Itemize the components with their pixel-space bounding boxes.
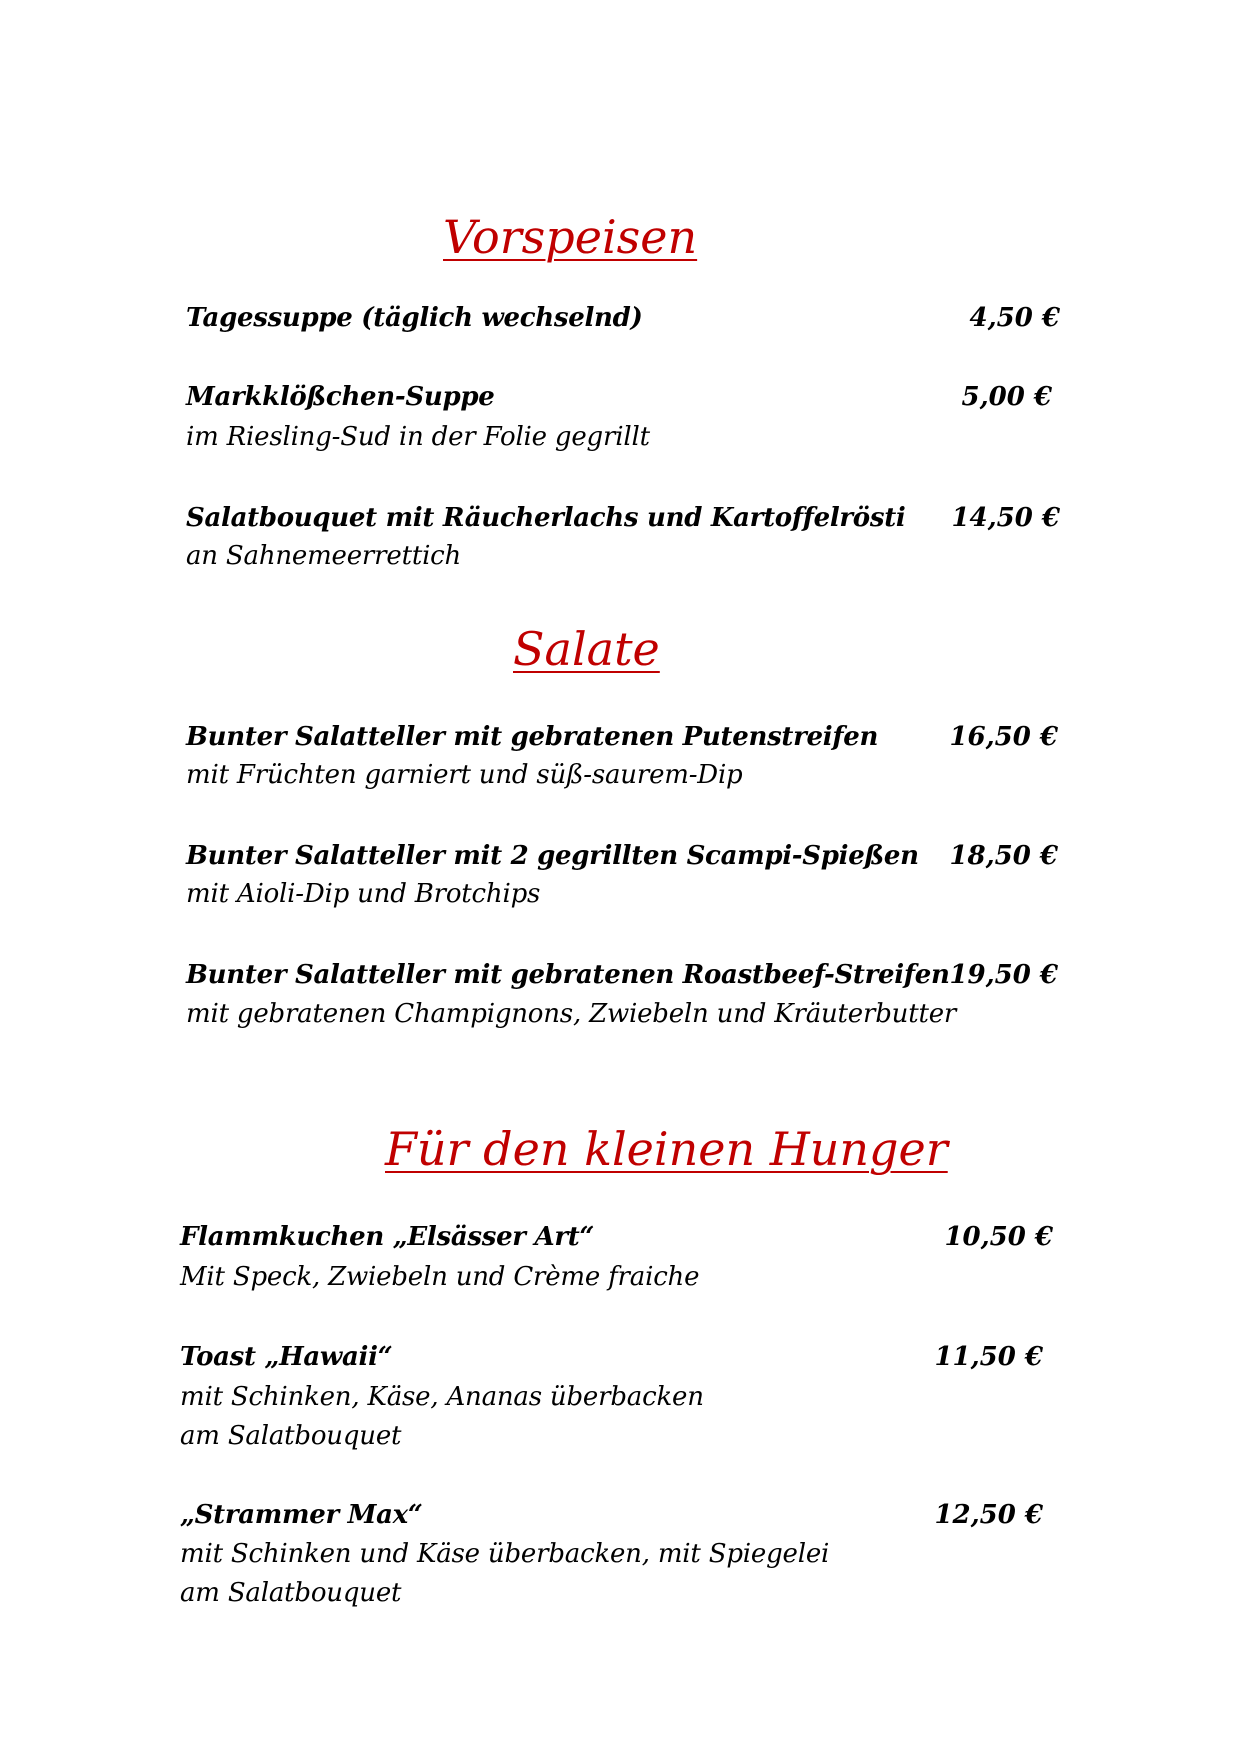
menu-item-description: Mit Speck, Zwiebeln und Crème fraiche	[180, 1262, 700, 1292]
menu-item-description: mit gebratenen Champignons, Zwiebeln und Kräuterbutter	[186, 999, 957, 1029]
menu-item-description: am Salatbouquet	[180, 1578, 402, 1608]
menu-item-description: an Sahnemeerrettich	[186, 541, 462, 571]
menu-item-name: Toast „Hawaii“	[180, 1342, 393, 1372]
menu-item-price: 14,50 €	[951, 503, 1060, 533]
menu-item-name: Bunter Salatteller mit gebratenen Roastbeef-Streifen	[186, 960, 950, 990]
section-title-salate: Salate	[513, 622, 660, 676]
menu-item-price: 16,50 €	[949, 722, 1058, 752]
menu-item-name: Tagessuppe (täglich wechselnd)	[186, 303, 643, 333]
menu-item-price: 12,50 €	[934, 1500, 1043, 1530]
menu-item-name: Salatbouquet mit Räucherlachs und Kartoffelrösti	[186, 503, 906, 533]
section-title-vorspeisen: Vorspeisen	[443, 210, 698, 264]
menu-item-price: 19,50 €	[949, 960, 1058, 990]
menu-item-name: „Strammer Max“	[180, 1500, 423, 1530]
menu-item-description: mit Schinken und Käse überbacken, mit Spiegelei	[180, 1539, 830, 1569]
menu-item-description: mit Aioli-Dip und Brotchips	[186, 879, 541, 909]
menu-item-name: Bunter Salatteller mit 2 gegrillten Scampi-Spießen	[186, 841, 919, 871]
menu-item-name: Flammkuchen „Elsässer Art“	[180, 1222, 595, 1252]
menu-item-name: Bunter Salatteller mit gebratenen Putenstreifen	[186, 722, 879, 752]
menu-item-price: 18,50 €	[949, 841, 1058, 871]
section-title-kleiner-hunger: Für den kleinen Hunger	[385, 1122, 948, 1176]
menu-item-description: mit Früchten garniert und süß-saurem-Dip	[186, 760, 743, 790]
menu-item-price: 5,00 €	[961, 382, 1052, 412]
menu-item-price: 11,50 €	[934, 1342, 1043, 1372]
menu-item-description: im Riesling-Sud in der Folie gegrillt	[186, 422, 650, 452]
menu-item-description: am Salatbouquet	[180, 1421, 402, 1451]
menu-item-description: mit Schinken, Käse, Ananas überbacken	[180, 1382, 704, 1412]
menu-item-price: 4,50 €	[969, 303, 1060, 333]
menu-item-name: Markklößchen-Suppe	[186, 382, 495, 412]
menu-item-price: 10,50 €	[944, 1222, 1053, 1252]
